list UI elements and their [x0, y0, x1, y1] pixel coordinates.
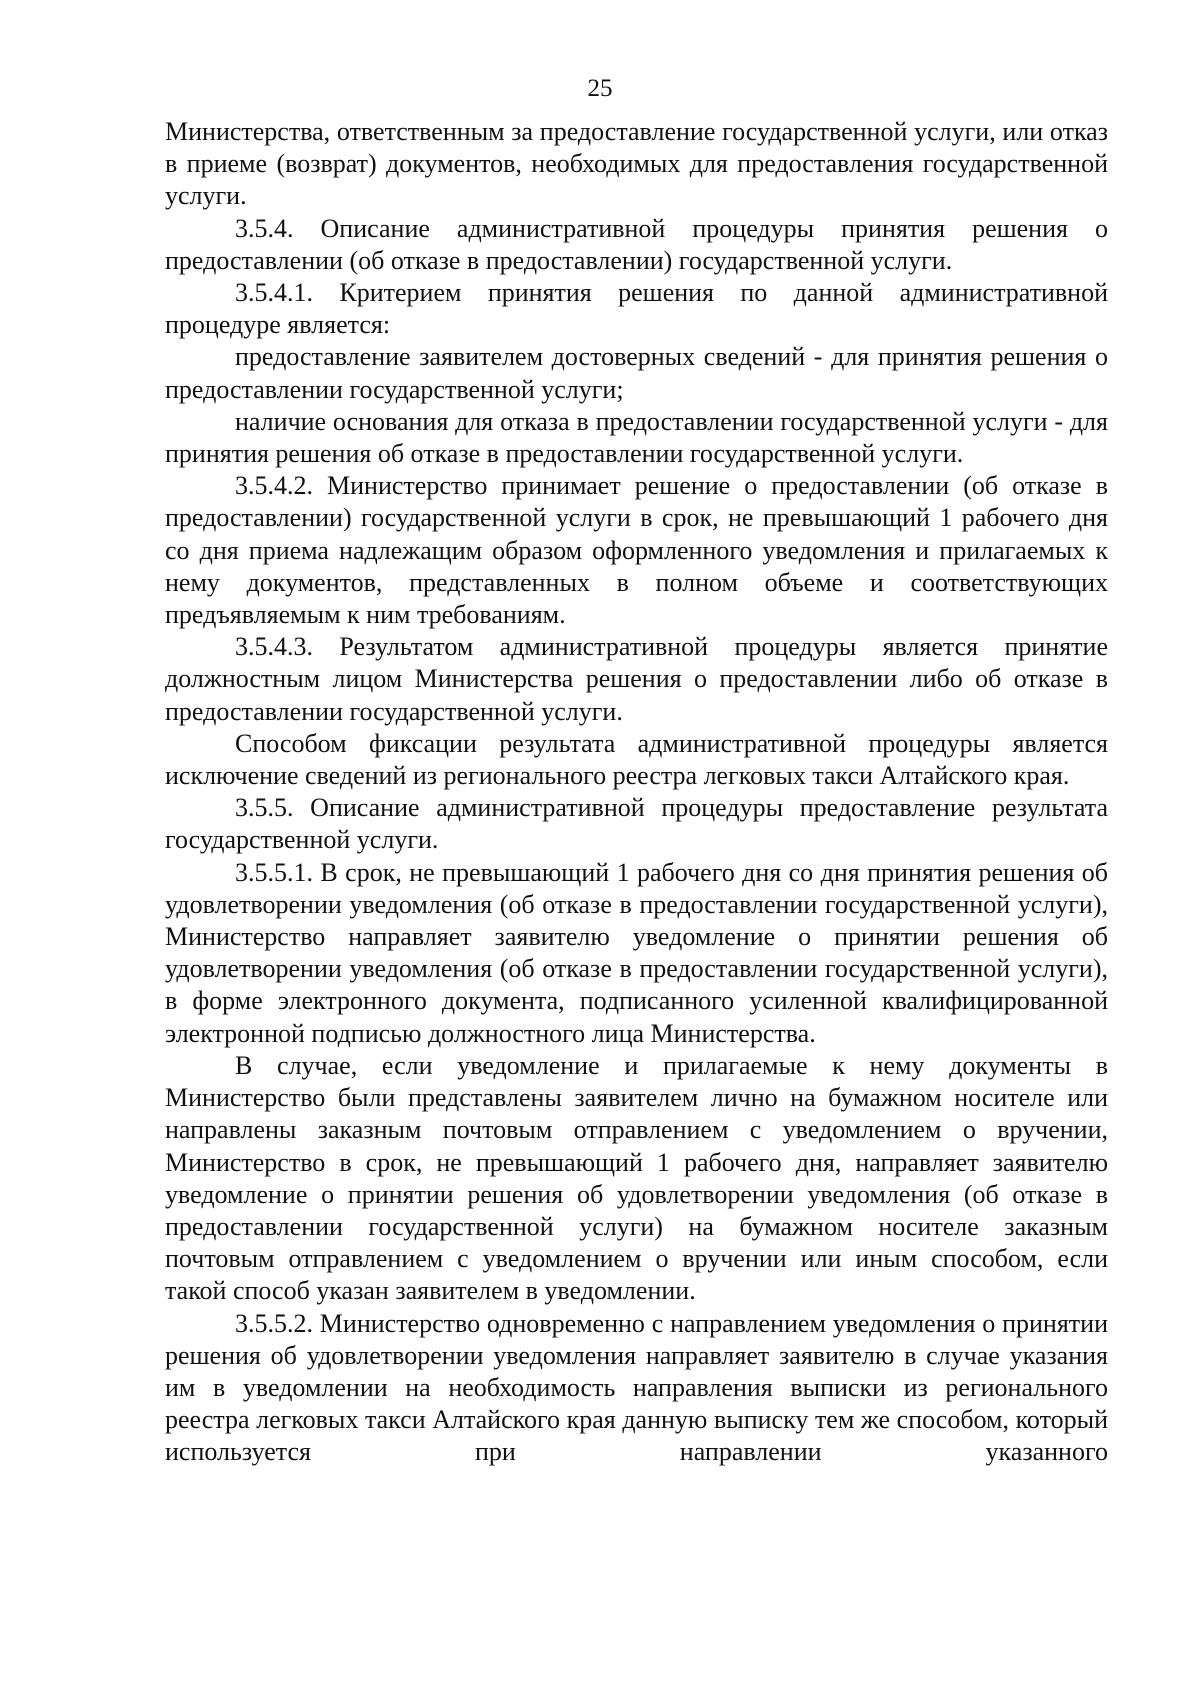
paragraph-fixation-method: Способом фиксации результата административной процедуры является исключение сведений из регионального реестра легковых такси Алтайского края. [165, 728, 1108, 791]
document-body [165, 116, 1108, 1469]
paragraph-paper-notification: В случае, если уведомление и прилагаемые к нему документы в Министерство были представлены заявителем лично на бумажном носителе или направлены заказным почтовым отправлением с уведомлением о вручении, Министерство в срок, не превышающий 1 рабочего дня, направляет заявителю уведомление о принятии решения об удовлетворении уведомления (об отказе в предоставлении государственной услуги) на бумажном носителе заказным почтовым отправлением с уведомлением о вручении или иным способом, если такой способ указан заявителем в уведомлении. [165, 1050, 1108, 1306]
paragraph-3-5-5-1: 3.5.5.1. В срок, не превышающий 1 рабочего дня со дня принятия решения об удовлетворении уведомления (об отказе в предоставлении государственной услуги), Министерство направляет заявителю уведомление о принятии решения об удовлетворении уведомления (об отказе в предоставлении государственной услуги), в форме электронного документа, подписанного усиленной квалифицированной электронной подписью должностного лица Министерства. [165, 857, 1108, 1048]
paragraph-continuation: Министерства, ответственным за предоставление государственной услуги, или отказ в приеме (возврат) документов, необходимых для предоставления государственной услуги. [165, 117, 1108, 211]
paragraph-3-5-4-3: 3.5.4.3. Результатом административной процедуры является принятие должностным лицом Министерства решения о предоставлении либо об отказе в предоставлении государственной услуги. [165, 632, 1108, 726]
paragraph-criterion-refusal: наличие основания для отказа в предоставлении государственной услуги - для принятия решения об отказе в предоставлении государственной услуги. [165, 406, 1108, 469]
page-number: 25 [587, 75, 613, 102]
paragraph-3-5-5-2: 3.5.5.2. Министерство одновременно с направлением уведомления о принятии решения об удовлетворении уведомления направляет заявителю в случае указания им в уведомлении на необходимость направления выписки из регионального реестра легковых такси Алтайского края данную выписку тем же способом, который используется при направлении указанного [165, 1308, 1108, 1467]
paragraph-3-5-4-2: 3.5.4.2. Министерство принимает решение о предоставлении (об отказе в предоставлении) государственной услуги в срок, не превышающий 1 рабочего дня со дня приема надлежащим образом оформленного уведомления и прилагаемых к нему документов, представленных в полном объеме и соответствующих предъявляемым к ним требованиям. [165, 471, 1108, 630]
paragraph-3-5-5: 3.5.5. Описание административной процедуры предоставление результата государственной услуги. [165, 793, 1108, 855]
paragraph-3-5-4: 3.5.4. Описание административной процедуры принятия решения о предоставлении (об отказе в предоставлении) государственной услуги. [165, 213, 1108, 275]
paragraph-criterion-grant: предоставление заявителем достоверных сведений - для принятия решения о предоставлении государственной услуги; [165, 342, 1108, 404]
paragraph-3-5-4-1: 3.5.4.1. Критерием принятия решения по данной административной процедуре является: [165, 278, 1108, 340]
